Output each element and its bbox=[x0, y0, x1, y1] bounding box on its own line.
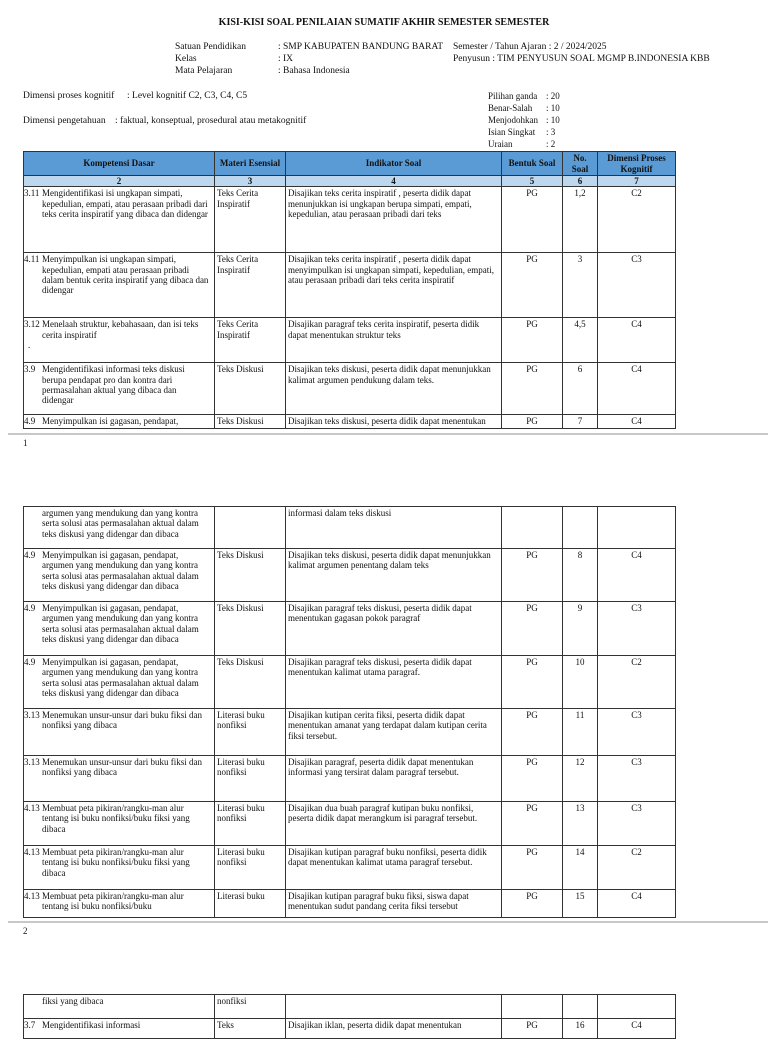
page-divider bbox=[8, 921, 768, 923]
dimensi-cell: C2 bbox=[598, 656, 676, 709]
summary-label-mj: Menjodohkan bbox=[488, 115, 538, 125]
materi-cell: Literasi buku bbox=[215, 890, 286, 918]
kd-text: fiksi yang dibaca bbox=[42, 996, 104, 1006]
kisi-kisi-table-page-3 bbox=[23, 994, 676, 1039]
dimensi-cell: C4 bbox=[598, 318, 676, 363]
materi-cell: Literasi buku nonfiksi bbox=[215, 802, 286, 846]
no-soal-cell: 10 bbox=[563, 656, 598, 709]
materi-cell bbox=[215, 507, 286, 549]
indikator-cell: informasi dalam teks diskusi bbox=[286, 507, 502, 549]
table-row bbox=[24, 709, 676, 756]
table-row bbox=[24, 415, 676, 428]
bentuk-cell: PG bbox=[502, 656, 563, 709]
no-soal-cell: 14 bbox=[563, 846, 598, 890]
kd-text: Menyimpulkan isi gagasan, pendapat, argumen yang mendukung dan yang kontra serta solusi atas permasalahan aktual dalam teks diskusi yang didengar dan dibaca bbox=[42, 657, 199, 699]
no-soal-cell: 3 bbox=[563, 253, 598, 318]
kd-text: Menyimpulkan isi gagasan, pendapat, argumen yang mendukung dan yang kontra serta solusi atas permasalahan aktual dalam teks diskusi yang didengar dan dibaca bbox=[42, 603, 199, 645]
bentuk-cell: PG bbox=[502, 253, 563, 318]
meta-value-mapel: : Bahasa Indonesia bbox=[278, 66, 350, 76]
table-row bbox=[24, 318, 676, 363]
dimensi-cell: C4 bbox=[598, 415, 676, 428]
bentuk-cell: PG bbox=[502, 318, 563, 363]
kd-text: Menelaah struktur, kebahasaan, dan isi teks cerita inspiratif bbox=[42, 319, 199, 340]
table-row bbox=[24, 507, 676, 549]
bentuk-cell: PG bbox=[502, 602, 563, 656]
bentuk-cell: PG bbox=[502, 802, 563, 846]
indikator-cell: Disajikan teks diskusi, peserta didik dapat menentukan bbox=[286, 415, 502, 428]
no-soal-cell: 15 bbox=[563, 890, 598, 918]
kd-number: 4.9 bbox=[24, 416, 36, 427]
bentuk-cell: PG bbox=[502, 187, 563, 253]
page-number: 1 bbox=[23, 438, 28, 448]
summary-label-is: Isian Singkat bbox=[488, 127, 536, 137]
materi-cell: Teks Cerita Inspiratif bbox=[215, 318, 286, 363]
kd-number: 4.13 bbox=[24, 891, 40, 901]
no-soal-cell: 9 bbox=[563, 602, 598, 656]
dim-kognitif-value: : Level kognitif C2, C3, C4, C5 bbox=[127, 91, 248, 101]
materi-cell: Teks bbox=[215, 1019, 286, 1039]
kd-text: Menyimpulkan isi gagasan, pendapat, bbox=[42, 416, 179, 427]
header-no-soal: No. Soal bbox=[563, 152, 598, 176]
table-row bbox=[24, 253, 676, 318]
meta-value-satuan: : SMP KABUPATEN BANDUNG BARAT bbox=[278, 42, 444, 52]
kd-text: Mengidentifikasi informasi bbox=[42, 1020, 141, 1030]
kd-text: Membuat peta pikiran/rangku-man alur tentang isi buku nonfiksi/buku fiksi yang dibaca bbox=[42, 803, 190, 834]
kd-number: 4.13 bbox=[24, 847, 40, 857]
kd-text: Membuat peta pikiran/rangku-man alur tentang isi buku nonfiksi/buku bbox=[42, 891, 184, 912]
dim-kognitif-label: Dimensi proses kognitif bbox=[23, 91, 115, 101]
indikator-cell: Disajikan teks diskusi, peserta didik dapat menunjukkan kalimat argumen penentang dalam teks bbox=[286, 549, 502, 602]
kd-text: Membuat peta pikiran/rangku-man alur tentang isi buku nonfiksi/buku fiksi yang dibaca bbox=[42, 847, 190, 878]
indikator-cell: Disajikan teks cerita inspiratif , peserta didik dapat menyimpulkan isi ungkapan simpati, kepedulian, empati, atau perasaan pribadi dari teks cerita inspiratif bbox=[286, 253, 502, 318]
dimensi-cell: C3 bbox=[598, 802, 676, 846]
table-row bbox=[24, 756, 676, 802]
table-row bbox=[24, 602, 676, 656]
bentuk-cell: PG bbox=[502, 846, 563, 890]
header-indikator-soal: Indikator Soal bbox=[286, 152, 502, 176]
no-soal-cell bbox=[563, 507, 598, 549]
indikator-cell: Disajikan paragraf teks cerita inspiratif, peserta didik dapat menentukan struktur teks bbox=[286, 318, 502, 363]
indikator-cell: Disajikan teks diskusi, peserta didik dapat menunjukkan kalimat argumen pendukung dalam teks. bbox=[286, 363, 502, 415]
kd-text: Menyimpulkan isi gagasan, pendapat, argumen yang mendukung dan yang kontra serta solusi atas permasalahan aktual dalam teks diskusi yang didengar dan dibaca bbox=[42, 550, 199, 592]
materi-cell: Teks Diskusi bbox=[215, 415, 286, 428]
meta-label-kelas: Kelas bbox=[175, 54, 197, 64]
no-soal-cell: 1,2 bbox=[563, 187, 598, 253]
materi-cell: Literasi buku nonfiksi bbox=[215, 756, 286, 802]
header-kompetensi-dasar: Kompetensi Dasar bbox=[24, 152, 215, 176]
indikator-cell: Disajikan dua buah paragraf kutipan buku nonfiksi, peserta didik dapat merangkum isi paragraf tersebut. bbox=[286, 802, 502, 846]
dimensi-cell: C2 bbox=[598, 187, 676, 253]
kd-number: 3.9 bbox=[24, 364, 36, 375]
no-soal-cell bbox=[563, 995, 598, 1019]
kd-number: 4.9 bbox=[24, 550, 36, 560]
table-row bbox=[24, 890, 676, 918]
meta-semester: Semester / Tahun Ajaran : 2 / 2024/2025 bbox=[453, 42, 607, 52]
materi-cell: Teks Diskusi bbox=[215, 363, 286, 415]
dim-pengetahuan-value: : faktual, konseptual, prosedural atau metakognitif bbox=[115, 116, 307, 126]
header-number: 7 bbox=[598, 176, 676, 187]
no-soal-cell: 4,5 bbox=[563, 318, 598, 363]
indikator-cell: Disajikan iklan, peserta didik dapat menentukan bbox=[286, 1019, 502, 1039]
kd-text: Menyimpulkan isi ungkapan simpati, kepedulian, empati atau perasaan pribadi dalam bentuk cerita inspiratif yang dibaca dan didengar bbox=[42, 254, 209, 296]
document-title: KISI-KISI SOAL PENILAIAN SUMATIF AKHIR SEMESTER SEMESTER bbox=[218, 17, 550, 28]
materi-cell: Teks Cerita Inspiratif bbox=[215, 253, 286, 318]
indikator-cell: Disajikan paragraf teks diskusi, peserta didik dapat menentukan kalimat utama paragraf. bbox=[286, 656, 502, 709]
kd-number: 4.9 bbox=[24, 603, 36, 613]
kd-extra: . bbox=[28, 340, 31, 351]
no-soal-cell: 11 bbox=[563, 709, 598, 756]
indikator-cell: Disajikan teks cerita inspiratif , peserta didik dapat menunjukkan isi ungkapan berupa simpati, empati, kepedulian, atau perasaan pribadi dari teks bbox=[286, 187, 502, 253]
materi-cell: Teks Diskusi bbox=[215, 602, 286, 656]
indikator-cell: Disajikan kutipan paragraf buku nonfiksi, peserta didik dapat menentukan kalimat utama paragraf tersebut. bbox=[286, 846, 502, 890]
kd-number: 3.11 bbox=[24, 188, 40, 199]
kd-number: 3.7 bbox=[24, 1020, 36, 1030]
header-materi-esensial: Materi Esensial bbox=[215, 152, 286, 176]
dimensi-cell: C3 bbox=[598, 756, 676, 802]
dimensi-cell: C3 bbox=[598, 253, 676, 318]
dimensi-cell bbox=[598, 507, 676, 549]
summary-value-is: : 3 bbox=[546, 127, 556, 137]
materi-cell: Teks Diskusi bbox=[215, 656, 286, 709]
summary-value-pg: : 20 bbox=[546, 91, 560, 101]
kd-text: Menemukan unsur-unsur dari buku fiksi dan nonfiksi yang dibaca bbox=[42, 757, 203, 778]
header-number: 2 bbox=[24, 176, 215, 187]
summary-value-bs: : 10 bbox=[546, 103, 560, 113]
kd-number: 4.9 bbox=[24, 657, 36, 667]
summary-value-ur: : 2 bbox=[546, 139, 556, 149]
bentuk-cell: PG bbox=[502, 363, 563, 415]
dimensi-cell: C4 bbox=[598, 1019, 676, 1039]
bentuk-cell: PG bbox=[502, 756, 563, 802]
kd-text: argumen yang mendukung dan yang kontra serta solusi atas permasalahan aktual dalam teks diskusi yang didengar dan dibaca bbox=[42, 508, 199, 539]
bentuk-cell: PG bbox=[502, 890, 563, 918]
dimensi-cell: C2 bbox=[598, 846, 676, 890]
dimensi-cell: C3 bbox=[598, 709, 676, 756]
materi-cell: Literasi buku nonfiksi bbox=[215, 846, 286, 890]
meta-penyusun: Penyusun : TIM PENYUSUN SOAL MGMP B.INDONESIA KBB bbox=[453, 54, 710, 64]
indikator-cell: Disajikan paragraf teks diskusi, peserta didik dapat menentukan gagasan pokok paragraf bbox=[286, 602, 502, 656]
meta-value-kelas: : IX bbox=[278, 54, 294, 64]
summary-label-pg: Pilihan ganda bbox=[488, 91, 538, 101]
dimensi-cell: C4 bbox=[598, 549, 676, 602]
header-number: 6 bbox=[563, 176, 598, 187]
kisi-kisi-table-page-2 bbox=[23, 506, 676, 918]
materi-cell: Teks Diskusi bbox=[215, 549, 286, 602]
bentuk-cell bbox=[502, 507, 563, 549]
table-row bbox=[24, 802, 676, 846]
summary-label-bs: Benar-Salah bbox=[488, 103, 533, 113]
table-row bbox=[24, 1019, 676, 1039]
table-row bbox=[24, 656, 676, 709]
dim-pengetahuan-label: Dimensi pengetahuan bbox=[23, 116, 106, 126]
indikator-cell: Disajikan kutipan paragraf buku fiksi, siswa dapat menentukan sudut pandang cerita fiksi tersebut bbox=[286, 890, 502, 918]
summary-value-mj: : 10 bbox=[546, 115, 560, 125]
kd-number: 4.13 bbox=[24, 803, 40, 813]
materi-cell: Literasi buku nonfiksi bbox=[215, 709, 286, 756]
bentuk-cell: PG bbox=[502, 415, 563, 428]
table-row bbox=[24, 187, 676, 253]
materi-cell: nonfiksi bbox=[215, 995, 286, 1019]
no-soal-cell: 13 bbox=[563, 802, 598, 846]
kd-number: 3.13 bbox=[24, 710, 40, 720]
kd-text: Mengidentifikasi informasi teks diskusi berupa pendapat pro dan kontra dari permasalahan aktual yang dibaca dan didengar bbox=[42, 364, 185, 406]
no-soal-cell: 7 bbox=[563, 415, 598, 428]
meta-label-mapel: Mata Pelajaran bbox=[175, 66, 233, 76]
bentuk-cell bbox=[502, 995, 563, 1019]
bentuk-cell: PG bbox=[502, 1019, 563, 1039]
dimensi-cell: C4 bbox=[598, 363, 676, 415]
table-row bbox=[24, 363, 676, 415]
page-number: 2 bbox=[23, 926, 28, 936]
no-soal-cell: 12 bbox=[563, 756, 598, 802]
header-bentuk-soal: Bentuk Soal bbox=[502, 152, 563, 176]
no-soal-cell: 6 bbox=[563, 363, 598, 415]
kd-text: Mengidentifikasi isi ungkapan simpati, kepedulian, empati, atau perasaan pribadi dari teks cerita inspiratif yang dibaca dan didengar bbox=[42, 188, 208, 220]
materi-cell: Teks Cerita Inspiratif bbox=[215, 187, 286, 253]
table-row bbox=[24, 995, 676, 1019]
no-soal-cell: 16 bbox=[563, 1019, 598, 1039]
kd-number: 3.12 bbox=[24, 319, 40, 330]
bentuk-cell: PG bbox=[502, 549, 563, 602]
header-number: 4 bbox=[286, 176, 502, 187]
kisi-kisi-table-page-1 bbox=[23, 151, 676, 429]
indikator-cell bbox=[286, 995, 502, 1019]
table-row bbox=[24, 846, 676, 890]
table-row bbox=[24, 549, 676, 602]
page-divider bbox=[8, 433, 768, 435]
dimensi-cell: C4 bbox=[598, 890, 676, 918]
indikator-cell: Disajikan kutipan cerita fiksi, peserta didik dapat menentukan amanat yang terdapat dalam kutipan cerita fiksi tersebut. bbox=[286, 709, 502, 756]
bentuk-cell: PG bbox=[502, 709, 563, 756]
meta-label-satuan: Satuan Pendidikan bbox=[175, 42, 246, 52]
summary-label-ur: Uraian bbox=[488, 139, 513, 149]
kd-text: Menemukan unsur-unsur dari buku fiksi dan nonfiksi yang dibaca bbox=[42, 710, 203, 731]
header-number: 3 bbox=[215, 176, 286, 187]
dimensi-cell bbox=[598, 995, 676, 1019]
header-dimensi-proses: Dimensi Proses Kognitif bbox=[598, 152, 676, 176]
indikator-cell: Disajikan paragraf, peserta didik dapat menentukan informasi yang tersirat dalam paragraf tersebut. bbox=[286, 756, 502, 802]
header-number: 5 bbox=[502, 176, 563, 187]
no-soal-cell: 8 bbox=[563, 549, 598, 602]
kd-number: 4.11 bbox=[24, 254, 40, 265]
kd-number: 3.13 bbox=[24, 757, 40, 767]
dimensi-cell: C3 bbox=[598, 602, 676, 656]
